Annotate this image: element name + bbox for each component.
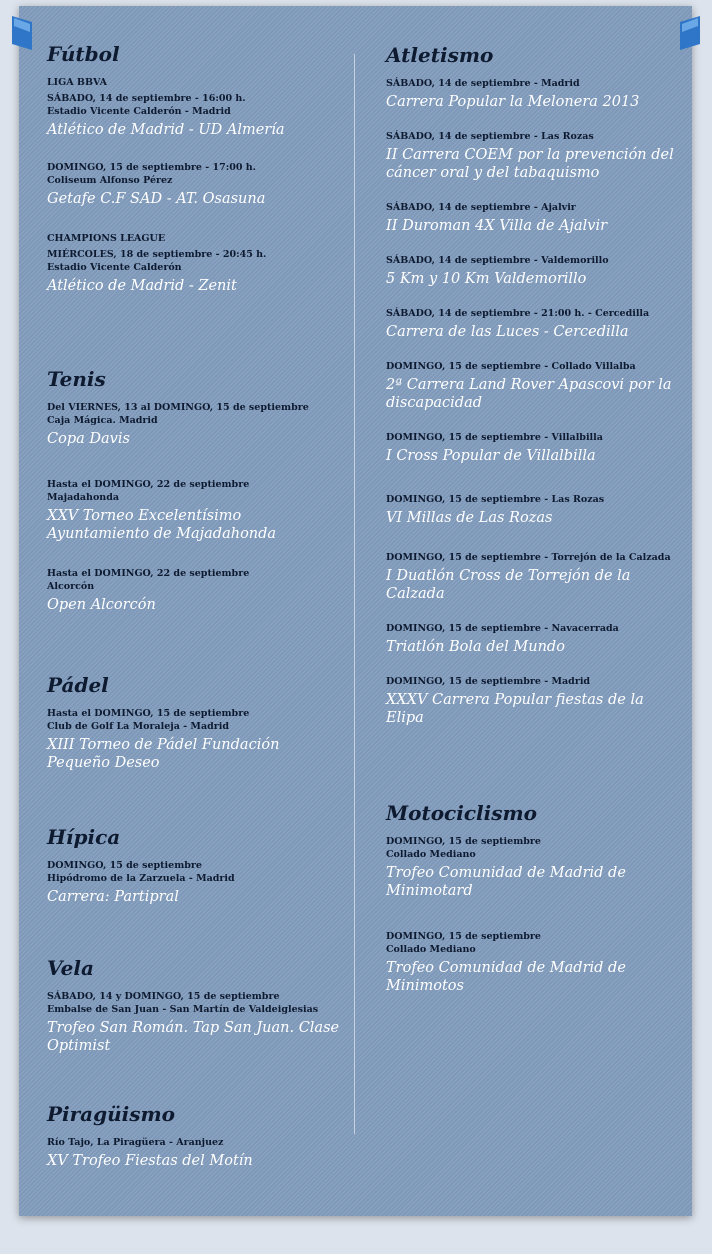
section-motociclismo — [386, 801, 686, 1013]
event-meta: DOMINGO, 15 de septiembre Collado Mediano — [386, 931, 541, 955]
event-title: Trofeo Comunidad de Madrid de Minimotard — [386, 865, 626, 899]
event-item — [47, 478, 342, 543]
event-meta: Río Tajo, La Piragüera - Aranjuez — [47, 1137, 224, 1148]
section-futbol — [47, 42, 342, 313]
event-title: 5 Km y 10 Km Valdemorillo — [386, 271, 587, 287]
section-heading: Piragüismo — [47, 1102, 176, 1126]
event-meta: SÁBADO, 14 de septiembre - 16:00 h. Estadio Vicente Calderón - Madrid — [47, 93, 246, 117]
event-meta: DOMINGO, 15 de septiembre - Collado Villalba — [386, 361, 636, 372]
event-meta: Hasta el DOMINGO, 22 de septiembre Majadahonda — [47, 479, 250, 503]
event-meta: SÁBADO, 14 de septiembre - 21:00 h. - Cercedilla — [386, 308, 650, 319]
event-item — [47, 567, 342, 614]
event-title: 2ª Carrera Land Rover Apascovi por la discapacidad — [386, 377, 672, 411]
section-heading: Fútbol — [47, 42, 120, 66]
event-title: Open Alcorcón — [47, 597, 156, 613]
event-item — [386, 930, 686, 995]
event-title: I Duatlón Cross de Torrejón de la Calzada — [386, 568, 631, 602]
league-label: CHAMPIONS LEAGUE — [47, 233, 166, 244]
event-meta: SÁBADO, 14 de septiembre - Ajalvir — [386, 202, 576, 213]
event-item — [386, 675, 686, 727]
event-title: Carrera: Partipral — [47, 889, 179, 905]
league-label: LIGA BBVA — [47, 77, 107, 88]
event-item — [47, 1136, 342, 1170]
event-item — [386, 431, 686, 465]
event-meta: Hasta el DOMINGO, 15 de septiembre Club de Golf La Moraleja - Madrid — [47, 708, 250, 732]
event-item — [386, 130, 686, 182]
event-meta: DOMINGO, 15 de septiembre Hipódromo de la Zarzuela - Madrid — [47, 860, 235, 884]
event-meta: DOMINGO, 15 de septiembre - Las Rozas — [386, 494, 605, 505]
section-heading: Tenis — [47, 367, 106, 391]
event-item — [47, 990, 342, 1055]
event-item — [47, 859, 342, 906]
event-item — [386, 360, 686, 412]
section-heading: Hípica — [47, 825, 121, 849]
event-item — [386, 493, 686, 527]
ribbon-left-icon — [12, 16, 32, 50]
event-item — [386, 551, 686, 603]
event-title: Atlético de Madrid - Zenit — [47, 278, 237, 294]
event-title: VI Millas de Las Rozas — [386, 510, 553, 526]
section-heading: Atletismo — [386, 43, 494, 67]
event-title: Getafe C.F SAD - AT. Osasuna — [47, 191, 266, 207]
event-item — [386, 201, 686, 235]
event-title: Carrera de las Luces - Cercedilla — [386, 324, 629, 340]
event-item — [47, 707, 342, 772]
event-title: XXV Torneo Excelentísimo Ayuntamiento de Majadahonda — [47, 508, 277, 542]
event-item — [386, 835, 686, 900]
event-meta: DOMINGO, 15 de septiembre Collado Mediano — [386, 836, 541, 860]
event-title: XV Trofeo Fiestas del Motín — [47, 1153, 253, 1169]
event-title: XIII Torneo de Pádel Fundación Pequeño Deseo — [47, 737, 280, 771]
event-meta: DOMINGO, 15 de septiembre - Navacerrada — [386, 623, 619, 634]
event-item — [47, 401, 342, 448]
event-item — [47, 248, 342, 295]
event-title: Trofeo San Román. Tap San Juan. Clase Optimist — [47, 1020, 340, 1054]
event-meta: DOMINGO, 15 de septiembre - Madrid — [386, 676, 591, 687]
section-heading: Vela — [47, 956, 94, 980]
event-title: II Duroman 4X Villa de Ajalvir — [386, 218, 608, 234]
column-divider — [354, 54, 355, 1134]
event-item — [386, 307, 686, 341]
section-heading: Pádel — [47, 673, 109, 697]
section-vela — [47, 956, 342, 1073]
event-title: Carrera Popular la Melonera 2013 — [386, 94, 640, 110]
event-meta: DOMINGO, 15 de septiembre - 17:00 h. Coliseum Alfonso Pérez — [47, 162, 256, 186]
section-atletismo — [386, 43, 686, 745]
event-meta: MIÉRCOLES, 18 de septiembre - 20:45 h. Estadio Vicente Calderón — [47, 249, 267, 273]
event-title: Trofeo Comunidad de Madrid de Minimotos — [386, 960, 626, 994]
event-meta: Del VIERNES, 13 al DOMINGO, 15 de septiembre Caja Mágica. Madrid — [47, 402, 309, 426]
event-meta: DOMINGO, 15 de septiembre - Villalbilla — [386, 432, 603, 443]
event-item — [47, 161, 342, 208]
event-title: II Carrera COEM por la prevención del cáncer oral y del tabaquismo — [386, 147, 674, 181]
event-title: I Cross Popular de Villalbilla — [386, 448, 596, 464]
section-hipica — [47, 825, 342, 924]
event-meta: SÁBADO, 14 de septiembre - Las Rozas — [386, 131, 594, 142]
event-item — [386, 77, 686, 111]
event-title: Copa Davis — [47, 431, 130, 447]
event-meta: Hasta el DOMINGO, 22 de septiembre Alcorcón — [47, 568, 250, 592]
event-title: Triatlón Bola del Mundo — [386, 639, 565, 655]
event-item — [386, 622, 686, 656]
event-meta: SÁBADO, 14 de septiembre - Valdemorillo — [386, 255, 609, 266]
section-tenis — [47, 367, 342, 632]
section-padel — [47, 673, 342, 790]
event-meta: DOMINGO, 15 de septiembre - Torrejón de la Calzada — [386, 552, 671, 563]
section-piraguismo — [47, 1102, 342, 1188]
event-title: Atlético de Madrid - UD Almería — [47, 122, 285, 138]
event-meta: SÁBADO, 14 de septiembre - Madrid — [386, 78, 580, 89]
event-item — [47, 92, 342, 139]
section-heading: Motociclismo — [386, 801, 537, 825]
event-title: XXXV Carrera Popular fiestas de la Elipa — [386, 692, 644, 726]
event-meta: SÁBADO, 14 y DOMINGO, 15 de septiembre Embalse de San Juan - San Martín de Valdeiglesias — [47, 991, 319, 1015]
event-item — [386, 254, 686, 288]
